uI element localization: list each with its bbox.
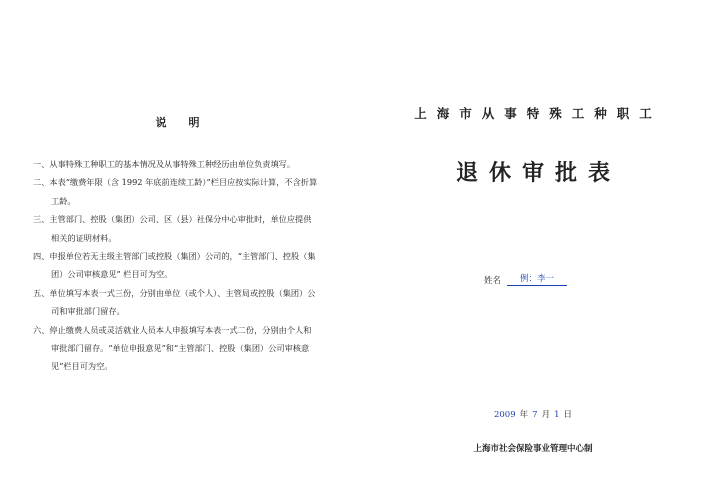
date-month: 7 [532, 410, 538, 420]
note-item: 六、停止缴费人员或灵活就业人员本人申报填写本表一式二份，分别由个人和审批部门留存。“单位申报意见”和“主管部门、控股（集团）公司审核意见”栏目可为空。 [33, 324, 312, 372]
date-day-unit: 日 [563, 410, 573, 420]
date-month-unit: 月 [541, 410, 551, 420]
issuer: 上海市社会保险事业管理中心制 [473, 444, 593, 454]
note-item: 四、申报单位若无主级主管部门或控股（集团）公司的，“主管部门、控股（集团）公司审核意见” 栏目可为空。 [33, 251, 316, 280]
note-item: 三、主管部门、控股（集团）公司、区（县）社保分中心审批时，单位应提供相关的证明材料。 [33, 214, 312, 243]
date-day: 1 [554, 410, 560, 420]
note-item: 二、本表“缴费年限（含 1992 年底前连续工龄）”栏目应按实际计算，不含折算工龄。 [33, 177, 318, 206]
date-year-unit: 年 [519, 410, 529, 420]
right-page [355, 0, 711, 503]
left-page [0, 0, 355, 503]
note-item: 一、从事特殊工种职工的基本情况及从事特殊工种经历由单位负责填写。 [33, 159, 296, 169]
name-label: 姓名 [484, 276, 502, 286]
date-year: 2009 [493, 410, 516, 420]
name-field[interactable]: 例：李一 [507, 272, 567, 286]
name-row [484, 272, 567, 286]
note-item: 五、单位填写本表一式三份，分别由单位（或个人）、主管局或控股（集团）公司和审批部门留存。 [33, 287, 316, 317]
date-row [355, 408, 711, 420]
form-subtitle: 上海市从事特殊工种职工 [414, 106, 662, 121]
explanation-title: 说明 [155, 116, 222, 129]
form-main-title: 退休审批表 [455, 161, 621, 186]
explanation-notes [33, 155, 318, 376]
